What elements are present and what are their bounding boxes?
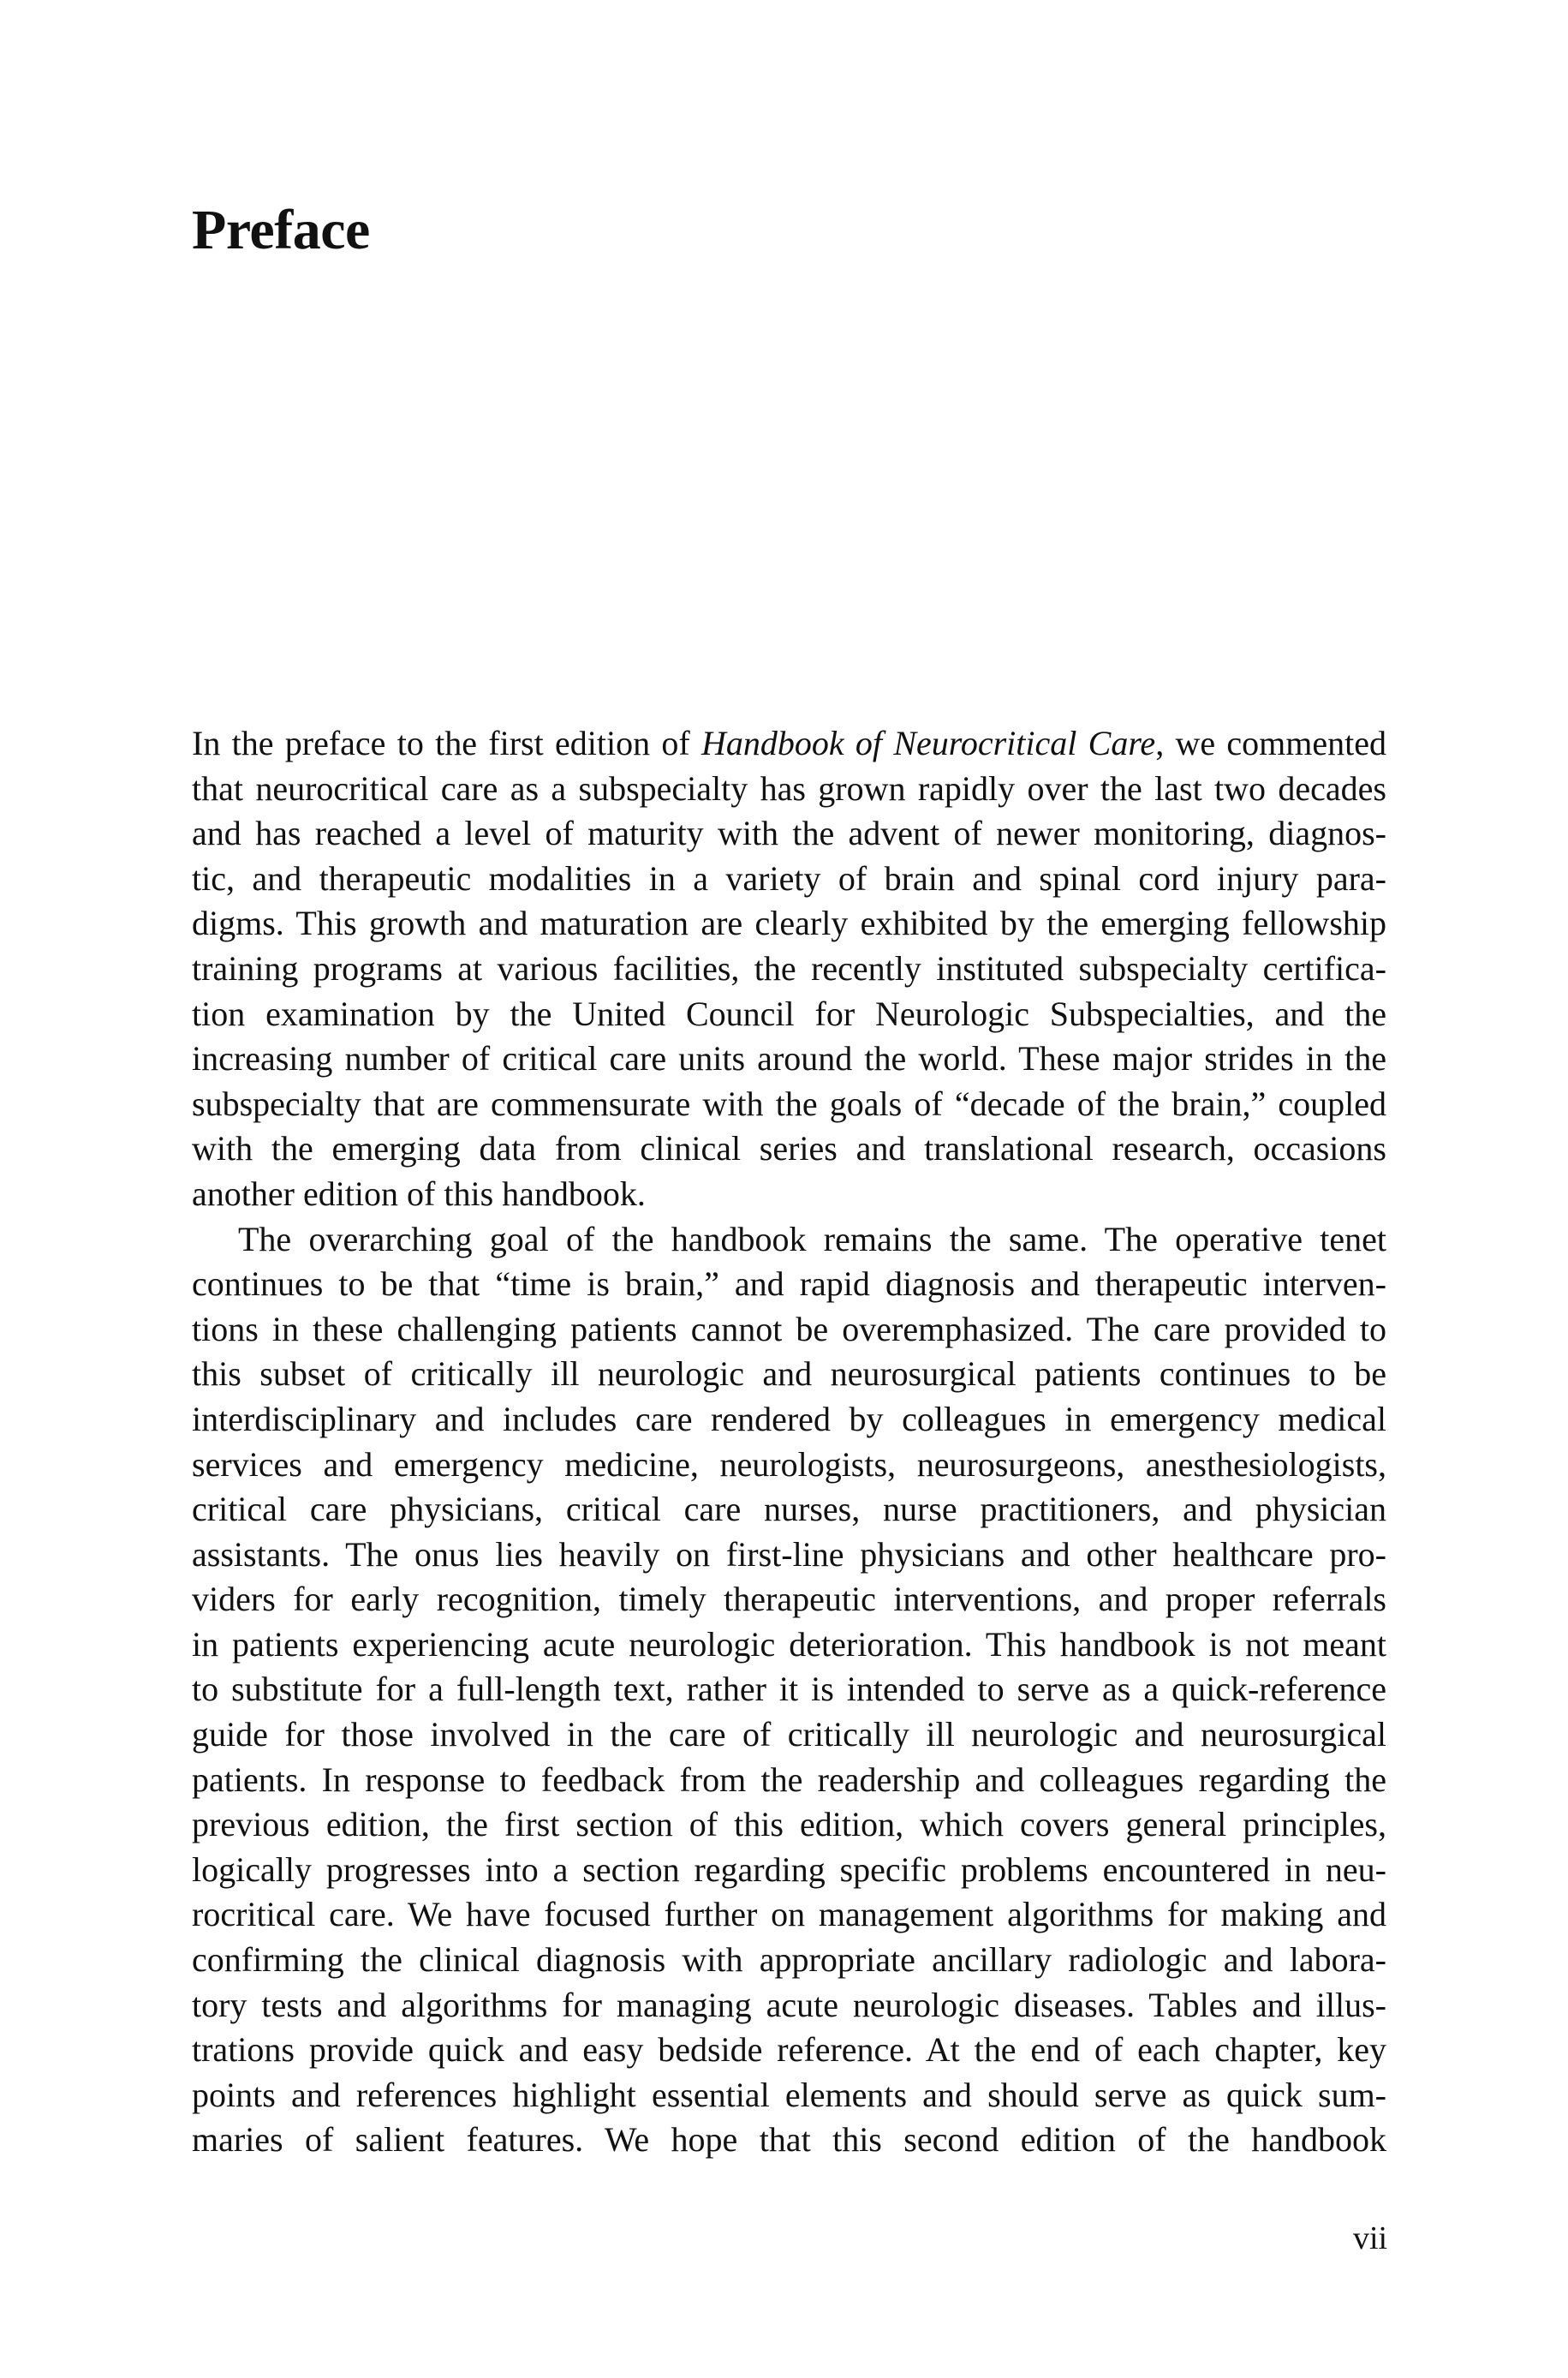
preface-body <box>192 721 1386 2163</box>
page-title: Preface <box>192 199 370 261</box>
text-line: continues to be that “time is brain,” and rapid diagnosis and therapeutic interven- <box>192 1264 1386 1304</box>
text-line: previous edition, the first section of this edition, which covers general principles, <box>192 1805 1386 1844</box>
text-segment: , we commented <box>1155 724 1387 762</box>
text-line: confirming the clinical diagnosis with appropriate ancillary radiologic and labora- <box>192 1940 1386 1980</box>
text-line: that neurocritical care as a subspecialty has grown rapidly over the last two decades <box>192 768 1386 808</box>
text-line: subspecialty that are commensurate with the goals of “decade of the brain,” coupled <box>192 1084 1386 1123</box>
text-line: with the emerging data from clinical series and translational research, occasions <box>192 1129 1386 1168</box>
text-line: critical care physicians, critical care nurses, nurse practitioners, and physician <box>192 1490 1386 1529</box>
text-line: maries of salient features. We hope that this second edition of the handbook <box>192 2120 1386 2160</box>
text-line: and has reached a level of maturity with the advent of newer monitoring, diagnos- <box>192 814 1386 853</box>
text-line: this subset of critically ill neurologic and neurosurgical patients continues to be <box>192 1354 1386 1394</box>
text-line: services and emergency medicine, neurologists, neurosurgeons, anesthesiologists, <box>192 1444 1386 1484</box>
text-line: assistants. The onus lies heavily on first-line physicians and other healthcare pro- <box>192 1534 1386 1574</box>
text-line: trations provide quick and easy bedside reference. At the end of each chapter, key <box>192 2030 1386 2070</box>
text-line: increasing number of critical care units around the world. These major strides in the <box>192 1039 1386 1078</box>
text-line: tion examination by the United Council for Neurologic Subspecialties, and the <box>192 994 1386 1033</box>
text-line: viders for early recognition, timely therapeutic interventions, and proper referrals <box>192 1580 1386 1619</box>
text-line: tic, and therapeutic modalities in a variety of brain and spinal cord injury para- <box>192 858 1386 898</box>
book-title-italic: Handbook of Neurocritical Care <box>701 724 1156 762</box>
paragraph-1 <box>192 721 1386 1217</box>
text-line: logically progresses into a section regarding specific problems encountered in neu- <box>192 1849 1386 1889</box>
text-line: to substitute for a full-length text, rather it is intended to serve as a quick-reference <box>192 1670 1386 1709</box>
text-line: rocritical care. We have focused further on management algorithms for making and <box>192 1895 1386 1934</box>
paragraph-2 <box>192 1217 1386 2163</box>
text-line: points and references highlight essential elements and should serve as quick sum- <box>192 2075 1386 2114</box>
text-line: guide for those involved in the care of critically ill neurologic and neurosurgical <box>192 1715 1386 1754</box>
text-line: another edition of this handbook. <box>192 1174 646 1213</box>
text-line: in patients experiencing acute neurologic deterioration. This handbook is not meant <box>192 1624 1386 1664</box>
text-line: The overarching goal of the handbook remains the same. The operative tenet <box>238 1219 1386 1258</box>
text-line: interdisciplinary and includes care rendered by colleagues in emergency medical <box>192 1399 1386 1438</box>
text-segment: In the preface to the first edition of <box>192 724 701 762</box>
text-line: tions in these challenging patients cannot be overemphasized. The care provided to <box>192 1309 1386 1348</box>
text-line: digms. This growth and maturation are clearly exhibited by the emerging fellowship <box>192 904 1386 943</box>
text-line <box>192 721 1386 767</box>
text-line: tory tests and algorithms for managing acute neurologic diseases. Tables and illus- <box>192 1985 1386 2024</box>
text-line: patients. In response to feedback from the readership and colleagues regarding the <box>192 1760 1386 1799</box>
text-line: training programs at various facilities, the recently instituted subspecialty certifica- <box>192 948 1386 988</box>
page-number: vii <box>1353 2220 1388 2256</box>
